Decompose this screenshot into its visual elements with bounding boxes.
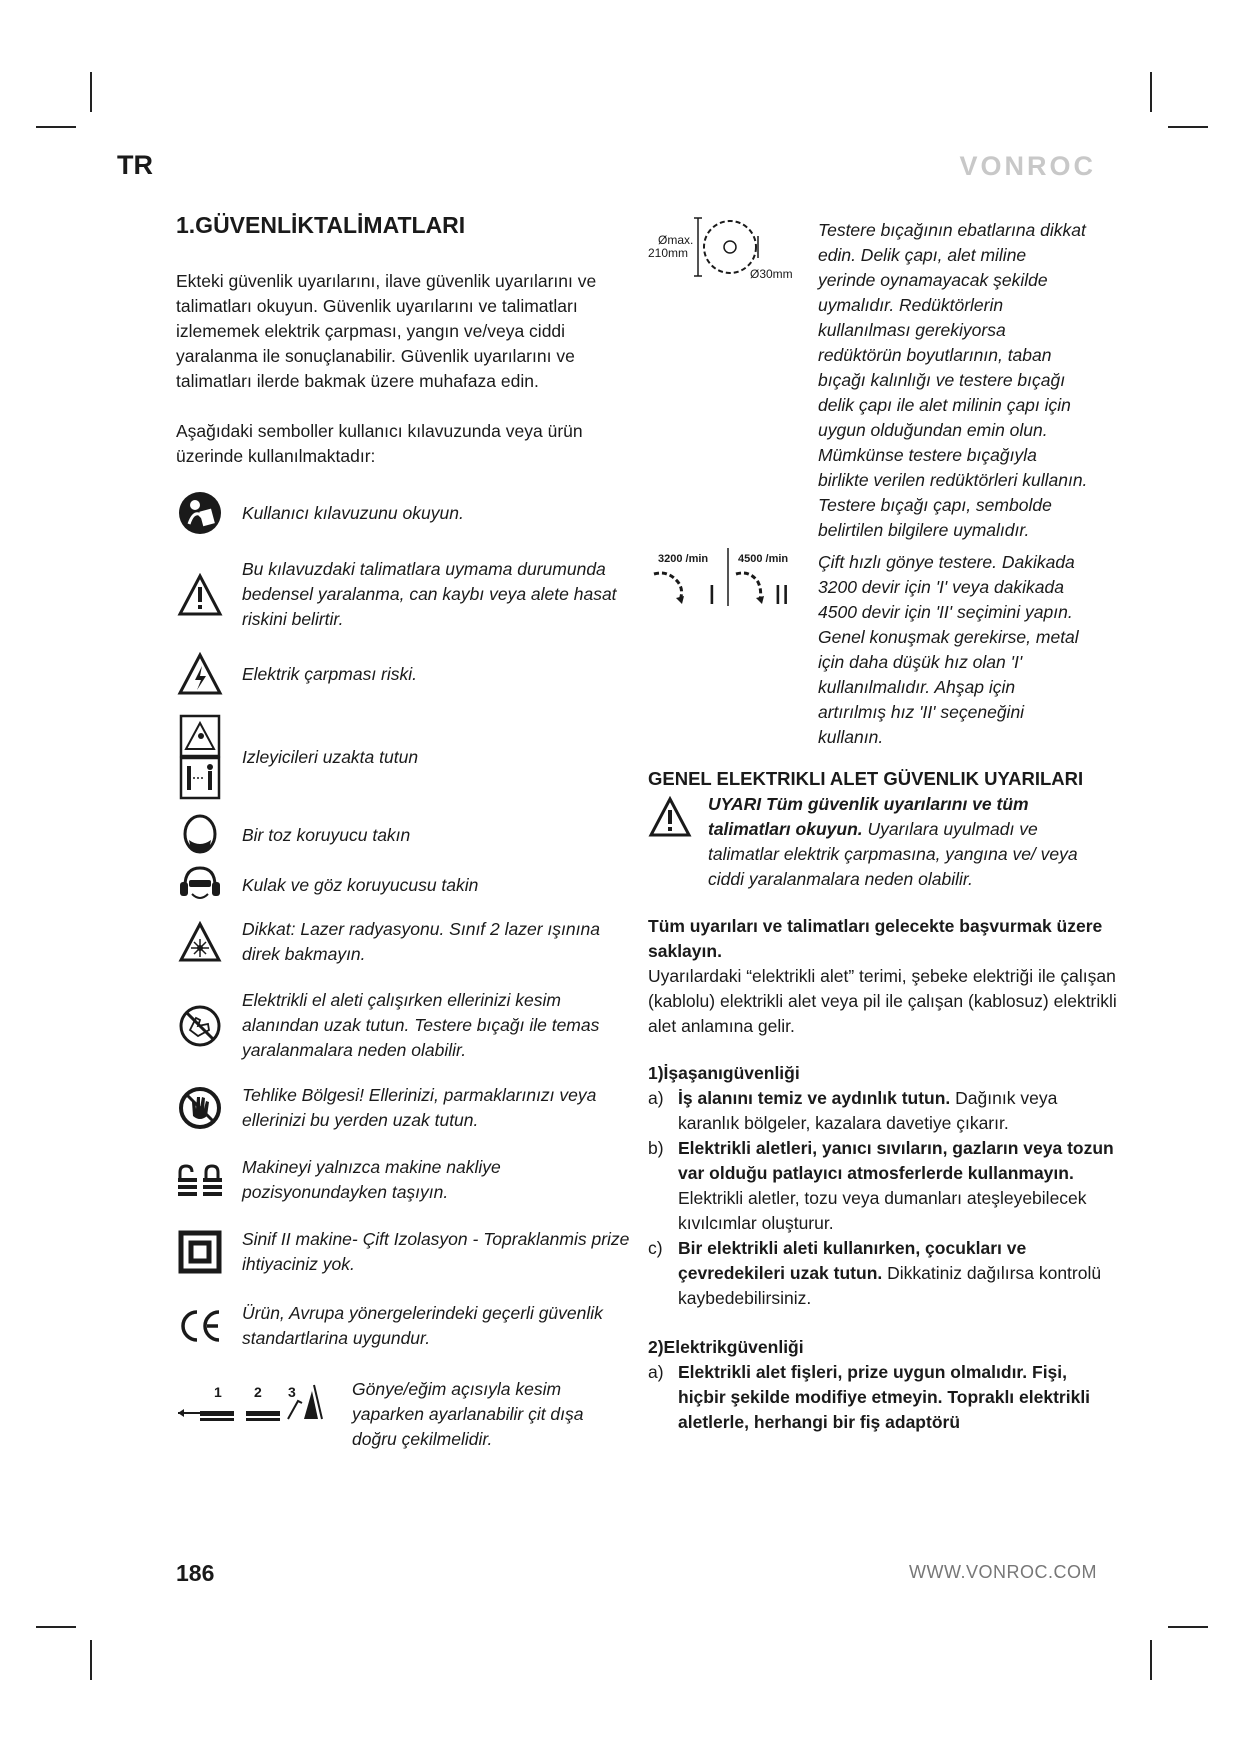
symbol-text: Ürün, Avrupa yönergelerindeki geçerli güvenlik standartlarina uygundur. (242, 1303, 603, 1348)
warning-triangle-icon (648, 796, 692, 838)
speed-row (648, 550, 1118, 750)
list-text: Dikkatiniz dağılırsa kontrolü kaybedebilirsiniz. (678, 1263, 1102, 1308)
blade-row (648, 218, 1118, 540)
symbol-text: Izleyicileri uzakta tutun (242, 746, 419, 767)
website-url: WWW.VONROC.COM (909, 1562, 1097, 1582)
list-item (648, 1236, 1118, 1311)
laser-radiation-icon (178, 921, 222, 963)
electric-shock-icon (177, 652, 223, 696)
symbol-text: Elektrik çarpması riski. (242, 663, 418, 684)
intro-paragraph: Ekteki güvenlik uyarılarını, ilave güvenlik uyarılarını ve talimatları okuyun. Güvenlik uyarılarını ve talimatları izlememek elektrik çarpması, yangın ve/veya ciddi yaralanma ile sonuçlanabilir. Güvenlik uyarılarını ve talimatları ilerde bakmak üzere muhafaza edin. (176, 271, 597, 391)
warning-rest: Uyarılara uyulmadı ve talimatlar elektrik çarpmasına, yangına ve/ veya ciddi yaralanmalara neden olabilir. (708, 819, 1078, 889)
symbol-text: Kullanıcı kılavuzunu okuyun. (242, 502, 464, 523)
list-bold: Elektrikli alet fişleri, prize uygun olmalıdır. Fişi, hiçbir şekilde modifiye etmeyin. Topraklı elektrikli aletlerle, herhangi bir fiş adaptörü (678, 1362, 1091, 1432)
warning-text (708, 792, 1098, 892)
list-item (648, 1136, 1118, 1236)
symbol-row (176, 1083, 636, 1133)
blade-text: Testere bıçağının ebatlarına dikkat edin. Delik çapı, alet miline yerinde oynamayacak şekilde uymalıdır. Redüktörlerin kullanılması gerekiyorsa redüktörün boyutlarının, taban bıçağı kalınlığı ve testere bıçağı delik çapı ile alet milinin çapı için uygun olduğundan emin olun. Mümkünse testere bıçağıyla birlikte verilen redüktörleri kullanın. Testere bıçağı çapı, sembolde belirtilen bilgilere uymalıdır. (818, 220, 1088, 540)
warning-bold: UYARI Tüm güvenlik uyarılarını ve tüm talimatları okuyun. (708, 794, 1029, 839)
crop-mark (36, 1626, 76, 1628)
blade-label: Ømax. (658, 233, 694, 247)
symbol-row (176, 714, 636, 800)
general-warnings-title: GENEL ELEKTRIKLI ALET GÜVENLIK UYARILARI (648, 768, 1084, 789)
speed-label: 3200 /min (658, 553, 709, 565)
page-number: 186 (176, 1560, 215, 1586)
fence-num: 1 (214, 1384, 222, 1400)
read-manual-icon (177, 490, 223, 536)
section-title: 1.GÜVENLİKTALİMATLARI (176, 212, 466, 238)
symbol-text: Sinif II makine- Çift Izolasyon - Topraklanmis prize ihtiyaciniz yok. (242, 1229, 630, 1274)
list-bold: İş alanını temiz ve aydınlık tutun. (678, 1088, 951, 1108)
symbol-text: Dikkat: Lazer radyasyonu. Sınıf 2 lazer ışınına direk bakmayın. (242, 919, 600, 964)
symbol-row (176, 812, 636, 858)
ce-mark-icon (177, 1308, 223, 1344)
symbol-row (176, 557, 636, 632)
ear-eye-protection-icon (177, 864, 223, 906)
crop-mark (1150, 1640, 1152, 1680)
electrical-safety-title: 2)Elektrikgüvenliği (648, 1337, 804, 1357)
dust-mask-icon (181, 814, 219, 856)
brand-logo: VONROC (959, 151, 1096, 181)
dual-speed-icon (648, 546, 808, 616)
fence-num: 2 (254, 1384, 262, 1400)
warning-triangle-icon (177, 573, 223, 617)
list-text: Dağınık veya karanlık bölgeler, kazalara davetiye çıkarır. (678, 1088, 1058, 1133)
symbols-intro: Aşağıdaki semboller kullanıcı kılavuzunda veya ürün üzerinde kullanılmaktadır: (176, 421, 583, 466)
symbol-row (176, 1301, 636, 1351)
speed-text: Çift hızlı gönye testere. Dakikada 3200 devir için 'I' veya dakikada 4500 devir için 'II' seçimini yapın. Genel konuşmak gerekirse, metal için daha düşük hız olan 'I' kullanılmalıdır. Ahşap için artırılmış hız 'II' seçeneğini kullanın. (818, 552, 1079, 747)
left-column (176, 212, 636, 1457)
symbol-row (176, 1155, 636, 1205)
list-label: a) (648, 1362, 664, 1382)
list-label: a) (648, 1088, 664, 1108)
list-bold: Bir elektrikli aleti kullanırken, çocukları ve çevredekileri uzak tutun. (678, 1238, 1027, 1283)
fence-adjust-icon (176, 1379, 336, 1439)
language-code: TR (117, 150, 153, 180)
list-bold: Elektrikli aletleri, yanıcı sıvıların, gazların veya tozun var olduğu patlayıcı atmosferlerde kullanmayın. (678, 1138, 1114, 1183)
symbol-text: Bir toz koruyucu takın (242, 824, 411, 845)
blade-label: 210mm (648, 246, 689, 260)
class-ii-icon (178, 1230, 222, 1274)
crop-mark (90, 1640, 92, 1680)
symbol-row (176, 916, 636, 968)
speed-mark: I (708, 579, 716, 610)
hands-away-blade-icon (178, 1004, 222, 1048)
symbol-text: Makineyi yalnızca makine nakliye pozisyonundayken taşıyın. (242, 1157, 501, 1202)
crop-mark (36, 126, 76, 128)
fence-text: Gönye/eğim açısıyla kesim yaparken ayarlanabilir çit dışa doğru çekilmelidir. (352, 1379, 584, 1449)
speed-label: 4500 /min (738, 553, 789, 565)
symbol-row (176, 489, 636, 537)
symbol-row (176, 862, 636, 908)
symbol-text: Kulak ve göz koruyucusu takin (242, 874, 479, 895)
crop-mark (1150, 72, 1152, 112)
list-item (648, 1360, 1118, 1435)
blade-label: Ø30mm (750, 267, 793, 281)
right-column (648, 218, 1118, 1435)
keep-bystanders-away-icon (179, 714, 221, 800)
symbol-row (176, 650, 636, 698)
symbol-row (176, 988, 636, 1063)
power-tool-definition: Uyarılardaki “elektrikli alet” terimi, şebeke elektriği ile çalışan (kablolu) elektrikli alet veya pil ile çalışan (kablosuz) elektrikli alet anlamına gelir. (648, 966, 1117, 1036)
keep-instructions: Tüm uyarıları ve talimatları gelecekte başvurmak üzere saklayın. (648, 916, 1103, 961)
crop-mark (1168, 1626, 1208, 1628)
fence-row (176, 1377, 636, 1457)
transport-lock-icon (176, 1162, 224, 1198)
list-text: Elektrikli aletler, tozu veya dumanları ateşleyebilecek kıvılcımlar oluşturur. (678, 1188, 1087, 1233)
symbol-row (176, 1227, 636, 1277)
crop-mark (90, 72, 92, 112)
symbol-text: Bu kılavuzdaki talimatlara uymama durumunda bedensel yaralanma, can kaybı veya alete hasat riskini belirtir. (242, 559, 617, 629)
warning-row (648, 792, 1118, 892)
speed-mark: II (774, 579, 790, 610)
fence-num: 3 (288, 1384, 296, 1400)
danger-zone-hand-icon (178, 1086, 222, 1130)
crop-mark (1168, 126, 1208, 128)
blade-dimension-icon (648, 214, 803, 284)
list-label: c) (648, 1238, 663, 1258)
symbol-text: Tehlike Bölgesi! Ellerinizi, parmaklarınızı veya ellerinizi bu yerden uzak tutun. (242, 1085, 597, 1130)
work-area-safety-title: 1)İşaşanıgüvenliği (648, 1063, 800, 1083)
symbol-text: Elektrikli el aleti çalışırken ellerinizi kesim alanından uzak tutun. Testere bıçağı ile temas yaralanmalara neden olabilir. (242, 990, 600, 1060)
list-label: b) (648, 1138, 664, 1158)
list-item (648, 1086, 1118, 1136)
